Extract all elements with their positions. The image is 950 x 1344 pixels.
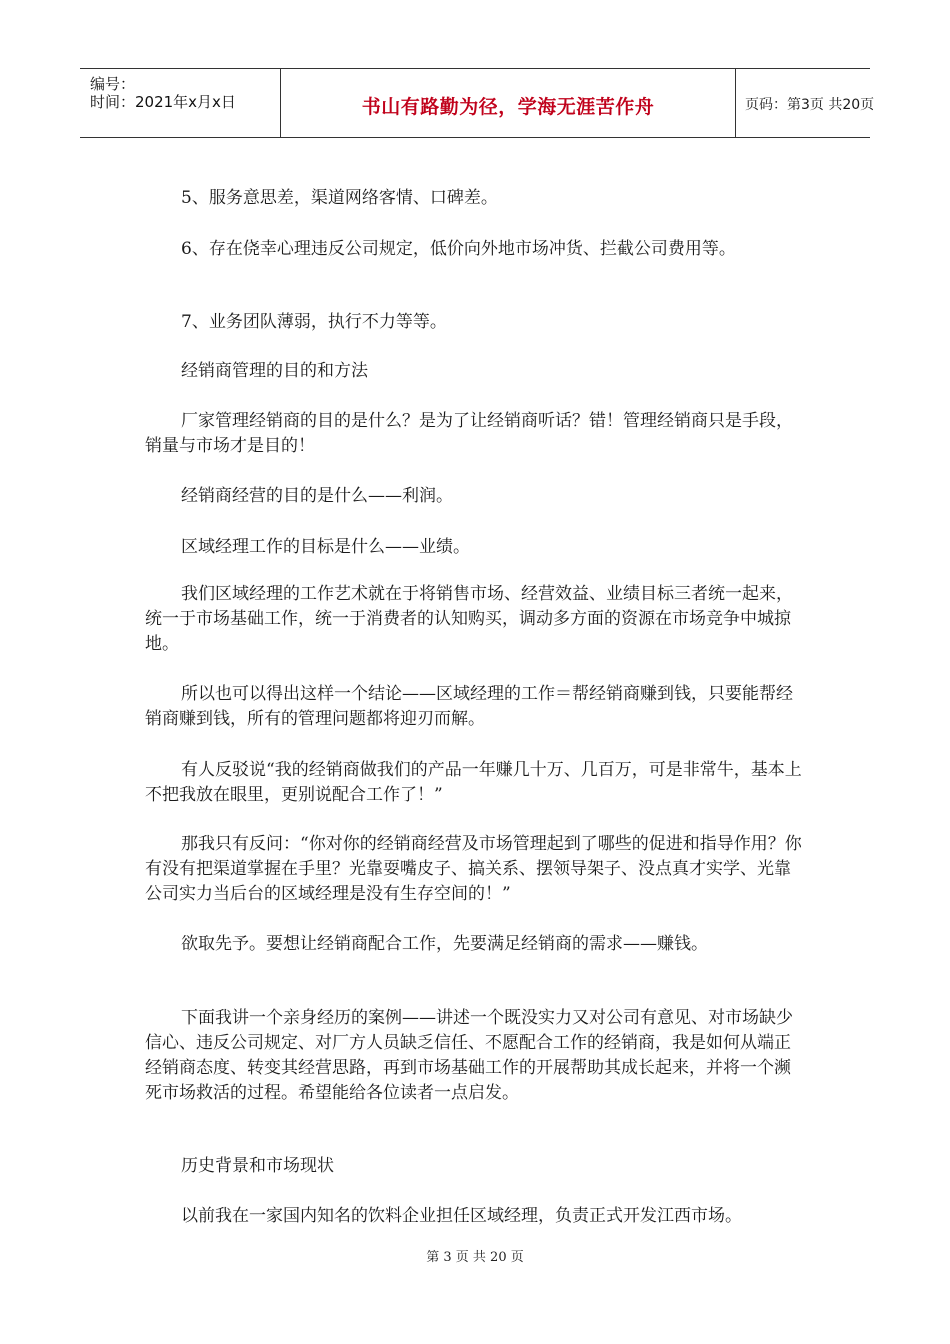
page-footer: 第 3 页 共 20 页 [426, 1250, 524, 1265]
paragraph: 下面我讲一个亲身经历的案例——讲述一个既没实力又对公司有意见、对市场缺少信心、违反公司规定、对厂方人员缺乏信任、不愿配合工作的经销商，我是如何从端正经销商态度、转变其经营思路，再到市场基础工作的开展帮助其成长起来，并将一个濒死市场救活的过程。希望能给各位读者一点启发。 [145, 1008, 793, 1103]
paragraph: 经销商经营的目的是什么——利润。 [181, 486, 453, 506]
paragraph: 我们区域经理的工作艺术就在于将销售市场、经营效益、业绩目标三者统一起来，统一于市场基础工作，统一于消费者的认知购买，调动多方面的资源在市场竞争中城掠地。 [145, 584, 793, 654]
header-motto-cell [280, 69, 736, 137]
page-header [80, 68, 875, 138]
section-heading: 经销商管理的目的和方法 [181, 361, 368, 381]
date-label: 时间：2021年x月x日 [90, 93, 236, 111]
paragraph: 所以也可以得出这样一个结论——区域经理的工作＝帮经销商赚到钱，只要能帮经销商赚到钱，所有的管理问题都将迎刃而解。 [145, 684, 793, 729]
paragraph: 欲取先予。要想让经销商配合工作，先要满足经销商的需求——赚钱。 [181, 934, 708, 954]
number-label: 编号： [90, 75, 136, 93]
header-page-cell [735, 69, 875, 137]
paragraph: 5、服务意思差，渠道网络客情、口碑差。 [181, 188, 498, 208]
paragraph: 区域经理工作的目标是什么——业绩。 [181, 537, 470, 557]
paragraph: 6、存在侥幸心理违反公司规定，低价向外地市场冲货、拦截公司费用等。 [181, 239, 736, 259]
paragraph: 那我只有反问：“你对你的经销商经营及市场管理起到了哪些的促进和指导作用？你有没有把渠道掌握在手里？光靠耍嘴皮子、搞关系、摆领导架子、没点真才实学、光靠公司实力当后台的区域经理是没有生存空间的！” [145, 834, 802, 904]
paragraph: 以前我在一家国内知名的饮料企业担任区域经理，负责正式开发江西市场。 [181, 1206, 742, 1226]
motto: 书山有路勤为径，学海无涯苦作舟 [361, 96, 655, 118]
section-heading: 历史背景和市场现状 [181, 1156, 334, 1176]
paragraph: 7、业务团队薄弱，执行不力等等。 [181, 312, 447, 332]
paragraph: 有人反驳说“我的经销商做我们的产品一年赚几十万、几百万，可是非常牛，基本上不把我放在眼里，更别说配合工作了！” [145, 760, 802, 805]
paragraph: 厂家管理经销商的目的是什么？是为了让经销商听话？错！管理经销商只是手段，销量与市场才是目的！ [145, 411, 793, 456]
header-meta [80, 69, 280, 137]
page-info: 页码：第3页 共20页 [745, 97, 875, 113]
